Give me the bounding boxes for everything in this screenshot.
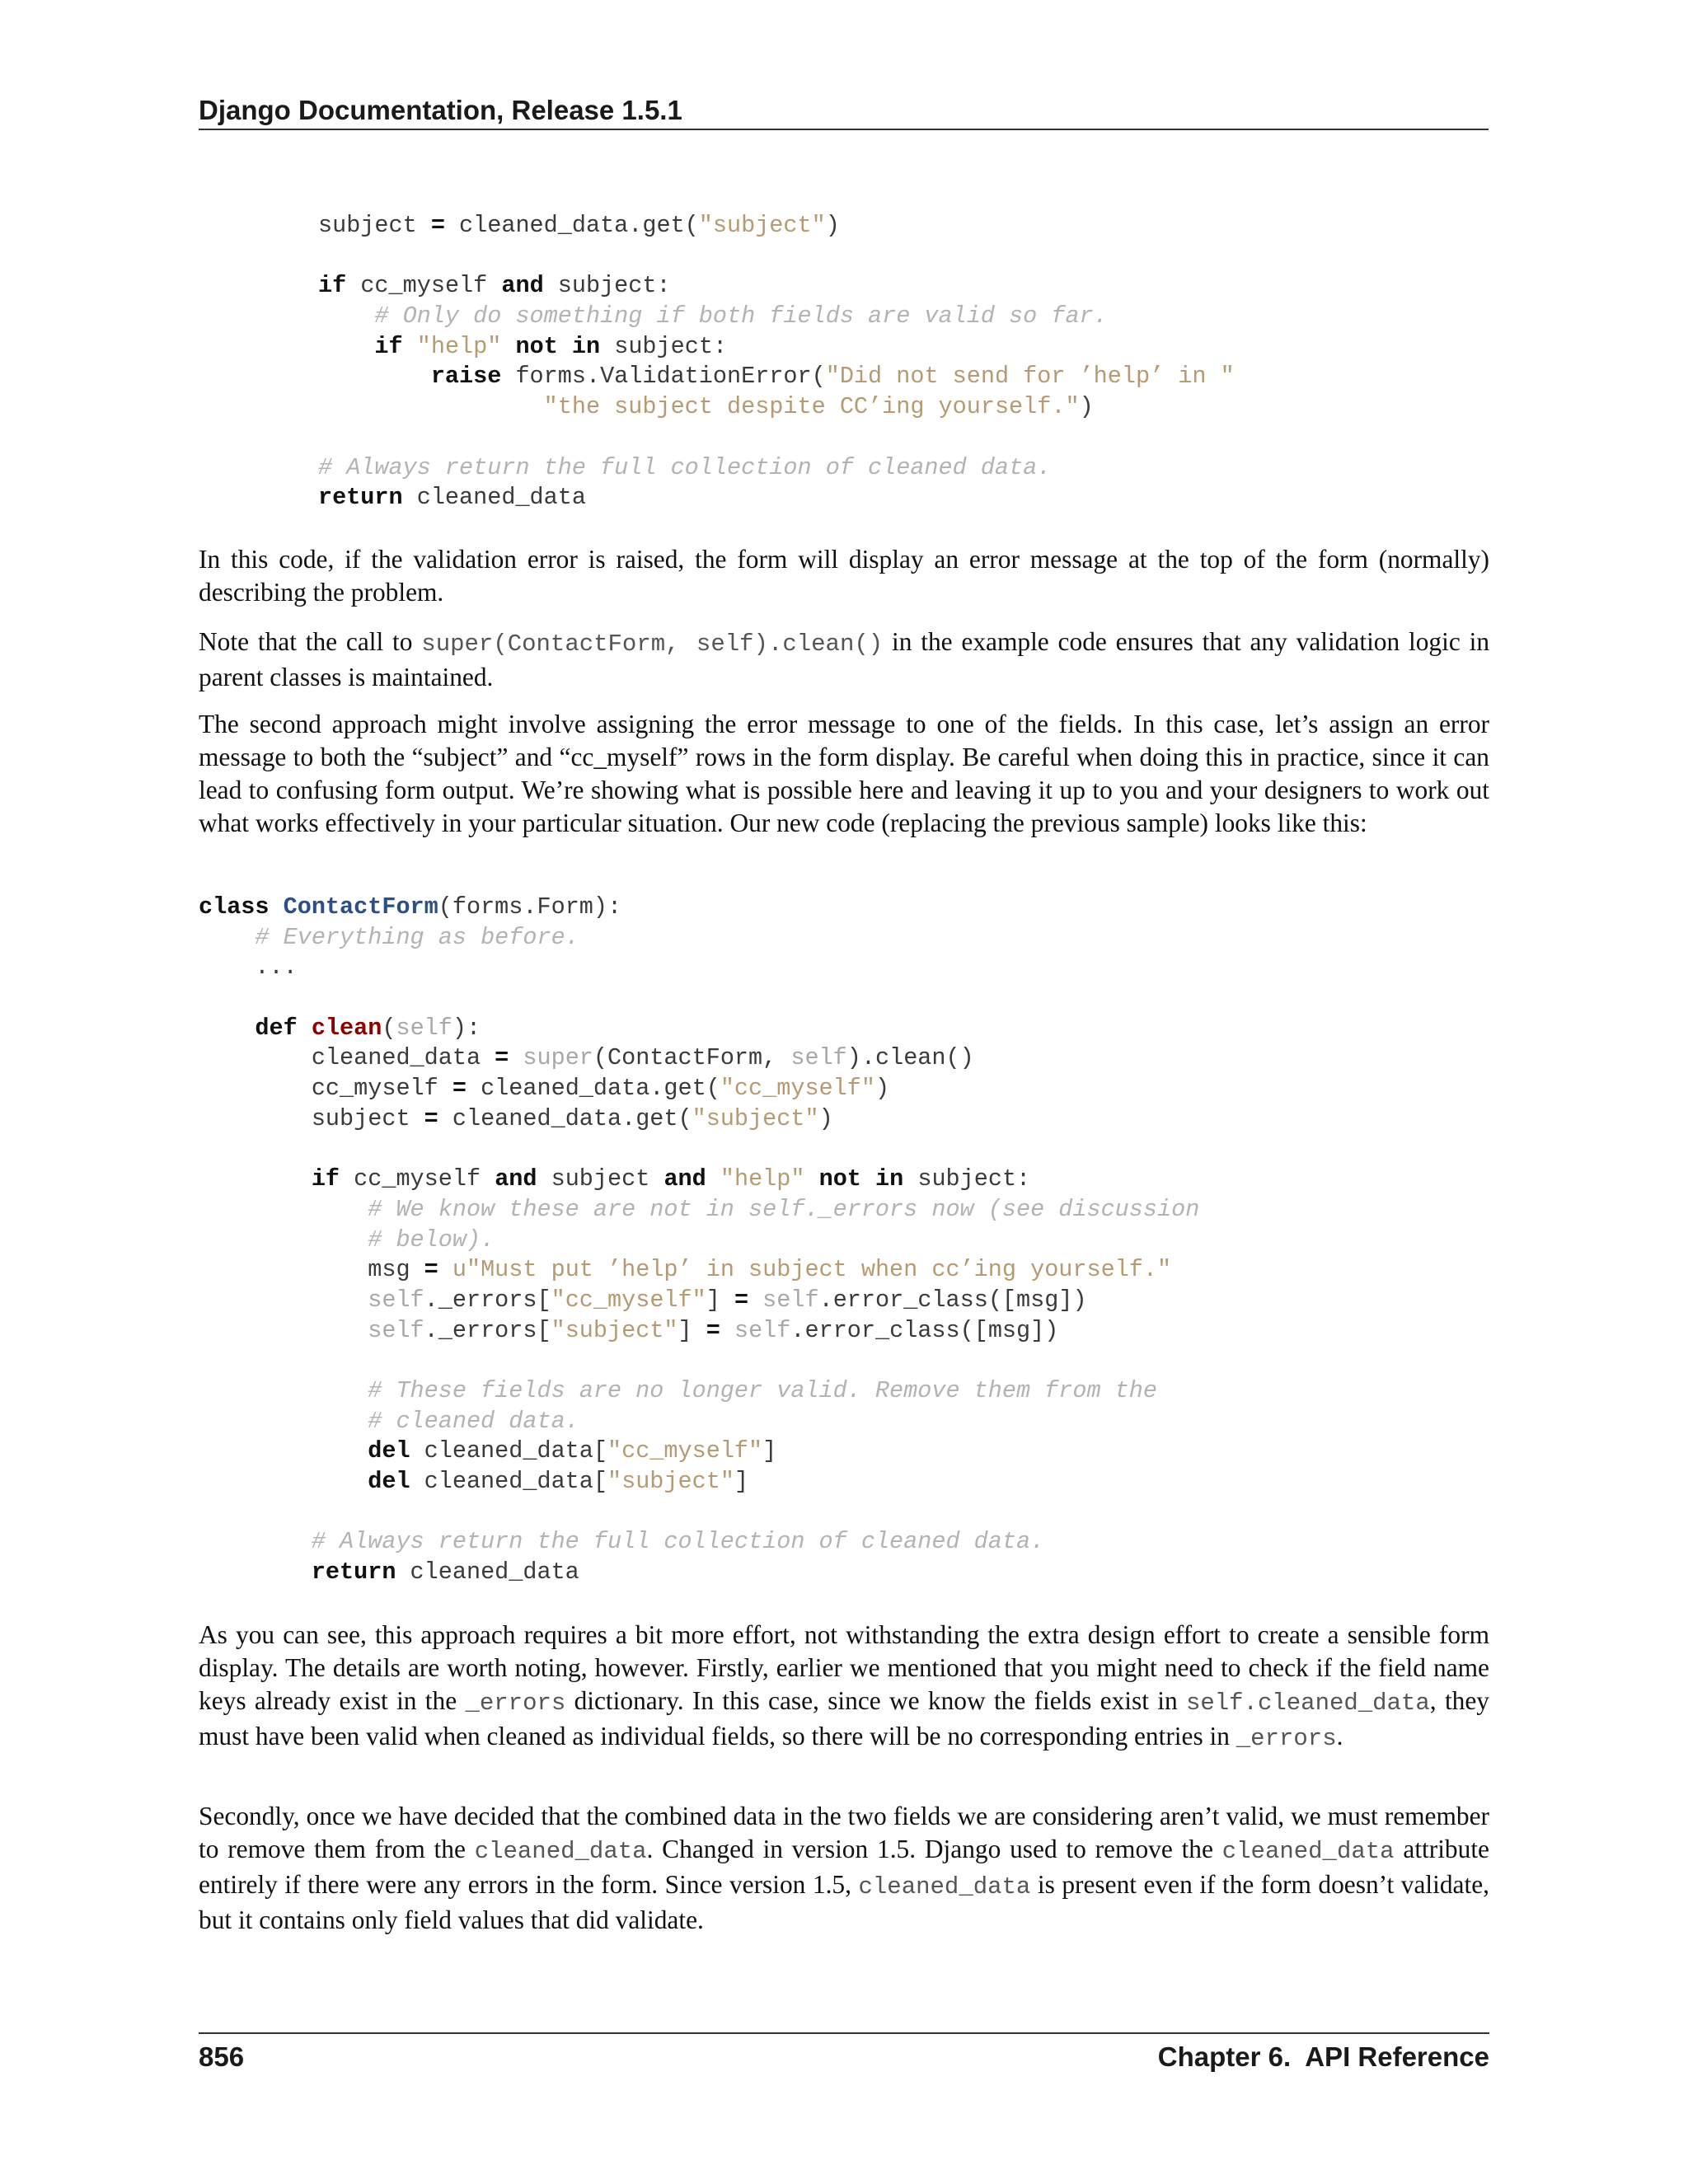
code-comment: # Always return the full collection of cleaned data. <box>318 453 1052 481</box>
code-line: def clean(self): <box>255 1014 481 1042</box>
code-line: del cleaned_data["cc_myself"] <box>368 1437 777 1465</box>
inline-code: _errors <box>465 1690 566 1717</box>
code-line-blank <box>199 983 1199 1014</box>
code-comment: # below). <box>368 1226 495 1254</box>
code-line: subject = cleaned_data.get("subject") <box>318 212 840 239</box>
code-line: subject = cleaned_data.get("subject") <box>311 1104 833 1132</box>
inline-code: super(ContactForm, self).clean() <box>421 630 884 658</box>
code-line-blank <box>199 1497 1199 1528</box>
code-line-blank <box>199 1135 1199 1165</box>
inline-code: cleaned_data <box>474 1838 647 1865</box>
paragraph-more-effort: As you can see, this approach requires a bit more effort, not withstanding the extra design effort to create a sensible form display. The details are worth noting, however. Firstly, earlier we mentioned that you might need to check if the field name keys already exist in the _errors dictionary. In this case, since we know the fields exist in self.cleaned_data, they must have been valid when cleaned as individual fields, so there will be no corresponding entries in _errors. <box>199 1620 1489 1752</box>
paragraph-secondly: Secondly, once we have decided that the combined data in the two fields we are considering aren’t valid, we must remember to remove them from the cleaned_data. Changed in version 1.5. Django used to remove the cleaned_data attribute entirely if there were any errors in the form. Since version 1.5, cleaned_data is present even if the form doesn’t validate, but it contains only field values that did validate. <box>199 1802 1489 1934</box>
code-line: return cleaned_data <box>318 484 586 512</box>
code-block-clean-validation <box>318 211 1235 513</box>
inline-code: _errors <box>1236 1725 1337 1752</box>
code-comment: # Only do something if both fields are valid so far. <box>374 302 1108 330</box>
code-line-blank <box>318 423 1235 453</box>
code-line: raise forms.ValidationError("Did not send for ’help’ in " <box>430 363 1235 391</box>
code-line: ... <box>255 954 298 982</box>
inline-code: self.cleaned_data <box>1185 1690 1430 1717</box>
code-comment: # cleaned data. <box>368 1407 579 1435</box>
code-line: cleaned_data = super(ContactForm, self).clean() <box>311 1044 974 1072</box>
code-comment: # These fields are no longer valid. Remove them from the <box>368 1377 1157 1404</box>
inline-code: cleaned_data <box>858 1873 1031 1900</box>
code-comment: # Everything as before. <box>255 923 579 951</box>
code-line: return cleaned_data <box>311 1558 579 1586</box>
code-line: cc_myself = cleaned_data.get("cc_myself") <box>311 1075 890 1103</box>
page-number: 856 <box>199 2041 245 2072</box>
code-block-contact-form <box>199 893 1199 1588</box>
code-line: "the subject despite CC’ing yourself.") <box>543 393 1094 421</box>
code-line: self._errors["cc_myself"] = self.error_class([msg]) <box>368 1286 1087 1314</box>
code-line-blank <box>318 241 1235 272</box>
code-line: msg = u"Must put ’help’ in subject when cc’ing yourself." <box>368 1256 1172 1284</box>
paragraph-second-approach: The second approach might involve assigning the error message to one of the fields. In this case, let’s assign an error message to both the “subject” and “cc_myself” rows in the form display. Be careful when doing this in practice, since it can lead to confusing form output. We’re showing what is possible here and leaving it up to you and your designers to work out what works effectively in your particular situation. Our new code (replacing the previous sample) looks like this: <box>199 710 1489 837</box>
paragraph-validation-error: In this code, if the validation error is raised, the form will display an error message at the top of the form (normally) describing the problem. <box>199 545 1489 607</box>
footer-rule <box>199 2032 1489 2034</box>
code-line: class ContactForm(forms.Form): <box>199 893 622 921</box>
code-line-blank <box>199 1346 1199 1376</box>
code-line: if cc_myself and subject and "help" not in subject: <box>311 1165 1031 1193</box>
running-header: Django Documentation, Release 1.5.1 <box>199 92 1489 130</box>
code-line: self._errors["subject"] = self.error_class([msg]) <box>368 1316 1059 1344</box>
code-line: if "help" not in subject: <box>374 332 728 360</box>
code-line: del cleaned_data["subject"] <box>368 1468 749 1496</box>
code-comment: # We know these are not in self._errors now (see discussion <box>368 1195 1200 1223</box>
paragraph-super-call: Note that the call to super(ContactForm, self).clean() in the example code ensures that any validation logic in parent classes is maintained. <box>199 627 1490 691</box>
code-comment: # Always return the full collection of cleaned data. <box>311 1528 1045 1556</box>
chapter-title: Chapter 6. API Reference <box>1157 2041 1489 2072</box>
code-line: if cc_myself and subject: <box>318 272 671 300</box>
inline-code: cleaned_data <box>1221 1838 1395 1865</box>
